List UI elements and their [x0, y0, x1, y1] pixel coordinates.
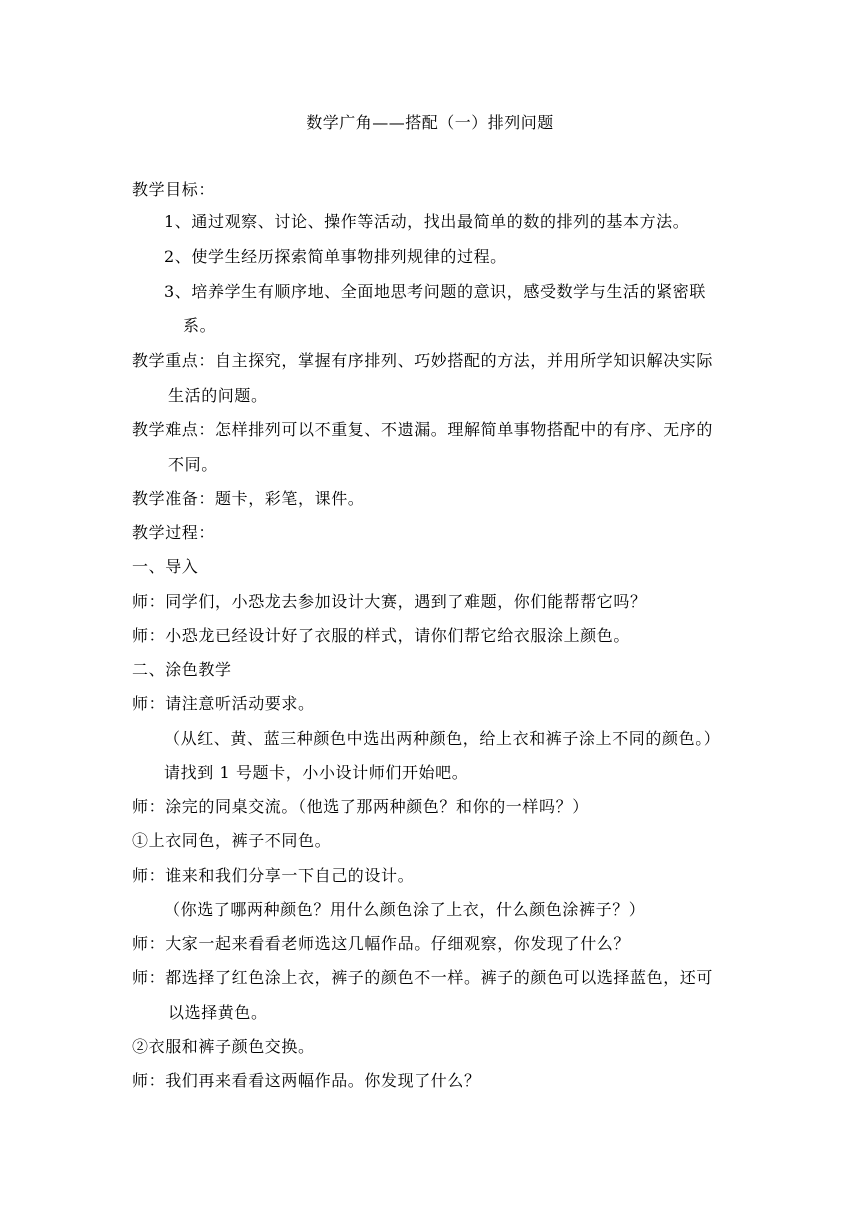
objective-2: 2、使学生经历探索简单事物排列规律的过程。: [164, 247, 507, 266]
dialogue-line: 师：请注意听活动要求。: [132, 694, 315, 713]
preparation: 教学准备：题卡，彩笔，课件。: [132, 489, 365, 508]
objective-3: 3、培养学生有顺序地、全面地思考问题的意识，感受数学与生活的紧密联: [164, 282, 706, 301]
part-1-heading: 一、导入: [132, 557, 199, 576]
difficulties-continued: 不同。: [168, 455, 218, 474]
activity-requirement: （从红、黄、蓝三种颜色中选出两种颜色，给上衣和裤子涂上不同的颜色。）: [164, 729, 721, 748]
case-2-heading: ②衣服和裤子颜色交换。: [132, 1037, 315, 1056]
dialogue-line-continued: 以选择黄色。: [168, 1003, 268, 1022]
dialogue-line: 师：同学们，小恐龙去参加设计大赛，遇到了难题，你们能帮帮它吗？: [132, 592, 647, 611]
objective-3-continued: 系。: [183, 316, 217, 335]
key-points-continued: 生活的问题。: [168, 386, 268, 405]
key-points: 教学重点：自主探究，掌握有序排列、巧妙搭配的方法，并用所学知识解决实际: [132, 351, 714, 370]
case-1-heading: ①上衣同色，裤子不同色。: [132, 831, 332, 850]
part-2-heading: 二、涂色教学: [132, 660, 232, 679]
objective-1: 1、通过观察、讨论、操作等活动，找出最简单的数的排列的基本方法。: [164, 212, 690, 231]
dialogue-line: 师：大家一起来看看老师选这几幅作品。仔细观察，你发现了什么？: [132, 934, 631, 953]
activity-instruction: 请找到 1 号题卡，小小设计师们开始吧。: [164, 763, 469, 782]
dialogue-line: 师：谁来和我们分享一下自己的设计。: [132, 866, 415, 885]
dialogue-line: 师：小恐龙已经设计好了衣服的样式，请你们帮它给衣服涂上颜色。: [132, 626, 631, 645]
dialogue-line: 师：我们再来看看这两幅作品。你发现了什么？: [132, 1071, 481, 1090]
document-title: 数学广角——搭配（一）排列问题: [306, 113, 554, 132]
section-heading-objectives: 教学目标：: [132, 180, 216, 199]
difficulties: 教学难点：怎样排列可以不重复、不遗漏。理解简单事物搭配中的有序、无序的: [132, 420, 714, 439]
section-heading-process: 教学过程：: [132, 523, 216, 542]
dialogue-note: （你选了哪两种颜色？用什么颜色涂了上衣，什么颜色涂裤子？）: [164, 900, 646, 919]
dialogue-line: 师：涂完的同桌交流。（他选了那两种颜色？和你的一样吗？）: [132, 797, 589, 816]
dialogue-line: 师：都选择了红色涂上衣，裤子的颜色不一样。裤子的颜色可以选择蓝色，还可: [132, 968, 714, 987]
